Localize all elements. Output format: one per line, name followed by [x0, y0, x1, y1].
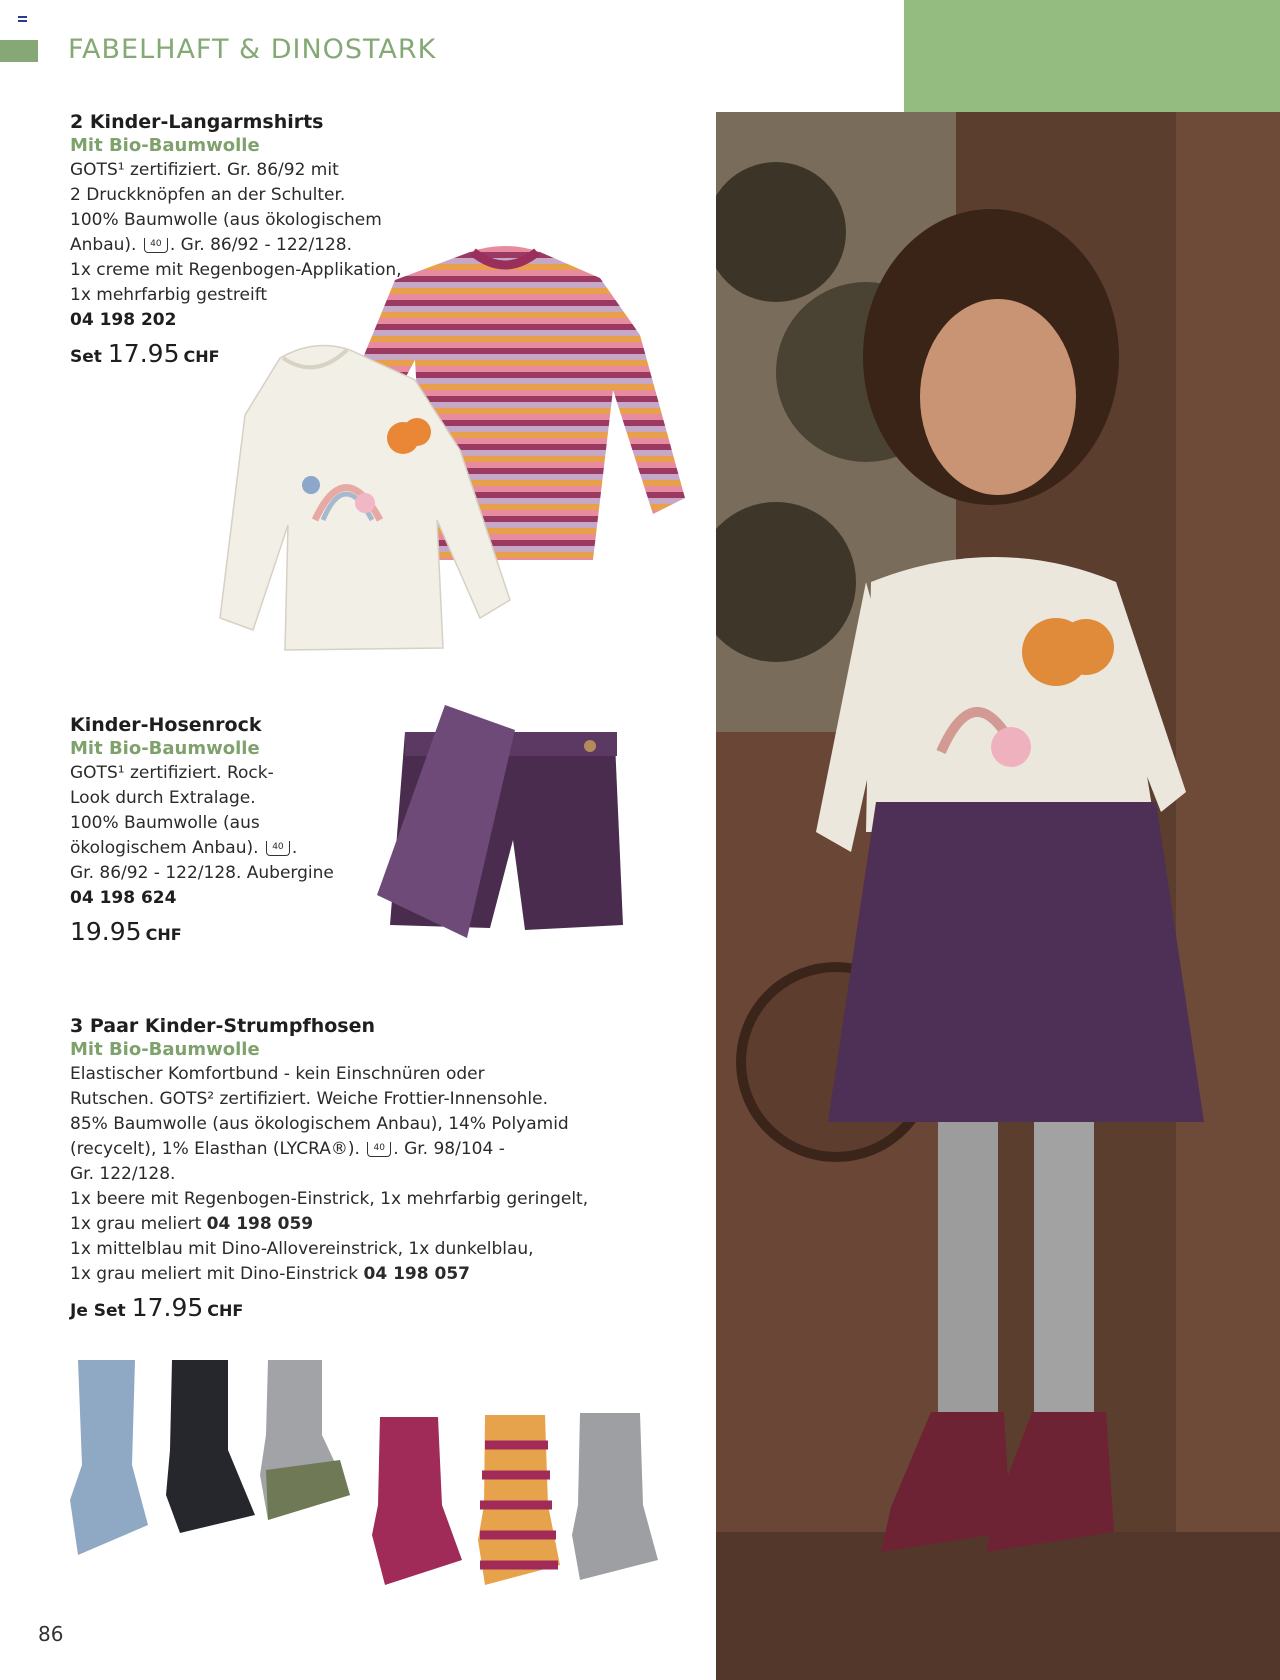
product-desc-line: Rutschen. GOTS² zertifiziert. Weiche Frottier-Innensohle. [70, 1089, 548, 1109]
lifestyle-photo [716, 112, 1280, 1680]
product-desc-line: 1x mehrfarbig gestreift [70, 285, 268, 305]
product-desc-line [70, 1212, 630, 1237]
product-desc-line: 1x beere mit Regenbogen-Einstrick, 1x mehrfarbig geringelt, [70, 1189, 589, 1209]
article-number: 04 198 057 [363, 1264, 470, 1284]
product-subtitle: Mit Bio-Baumwolle [70, 1039, 260, 1060]
product-desc-line: Look durch Extralage. [70, 788, 256, 808]
product-desc-line: 100% Baumwolle (aus [70, 813, 260, 833]
price-prefix: Set [70, 347, 102, 367]
product-desc-line: Anbau). 40 . Gr. 86/92 - 122/128. [70, 235, 353, 255]
product-desc-line: 2 Druckknöpfen an der Schulter. [70, 185, 346, 205]
product-desc-line: ökologischem Anbau). 40 . [70, 838, 298, 858]
page-number: 86 [38, 1622, 64, 1646]
product-desc-text: Anbau). [70, 235, 137, 255]
wash-care-icon: 40 [144, 238, 168, 253]
price-currency: CHF [145, 925, 182, 944]
price-value: 17.95 [107, 339, 180, 368]
product-desc-text: Gr. 98/104 - [404, 1139, 505, 1159]
product-desc-line: Elastischer Komfortbund - kein Einschnüren oder [70, 1064, 485, 1084]
price-value: 19.95 [70, 917, 142, 946]
product-desc-line [70, 1262, 630, 1287]
header-color-block [904, 0, 1280, 112]
wash-care-icon: 40 [266, 841, 290, 856]
skort-product-image [365, 700, 645, 945]
product-desc-text: 1x grau meliert [70, 1214, 202, 1234]
product-desc-text: Gr. 86/92 - 122/128. [180, 235, 353, 255]
product-desc-line: GOTS¹ zertifiziert. Rock- [70, 763, 274, 783]
product-desc-text: ökologischem Anbau). [70, 838, 259, 858]
price-prefix: Je Set [70, 1301, 126, 1321]
product-title: Kinder-Hosenrock [70, 714, 262, 736]
section-title: FABELHAFT & DINOSTARK [68, 34, 437, 65]
product-desc-line: 100% Baumwolle (aus ökologischem [70, 210, 382, 230]
product-title: 3 Paar Kinder-Strumpfhosen [70, 1015, 376, 1037]
price-currency: CHF [183, 347, 220, 366]
wash-care-icon: 40 [367, 1142, 391, 1157]
article-number: 04 198 202 [70, 310, 177, 330]
product-desc-line: (recycelt), 1% Elasthan (LYCRA®). 40 . Gr. 98/104 - [70, 1139, 505, 1159]
product-desc-line: 1x mittelblau mit Dino-Allovereinstrick, 1x dunkelblau, [70, 1239, 534, 1259]
price-value: 17.95 [131, 1293, 204, 1322]
product-title: 2 Kinder-Langarmshirts [70, 111, 324, 133]
menu-icon[interactable] [18, 16, 27, 25]
price [70, 1293, 630, 1326]
product-desc-line: 85% Baumwolle (aus ökologischem Anbau), 14% Polyamid [70, 1114, 569, 1134]
section-marker-bar [0, 40, 38, 62]
product-desc-text: (recycelt), 1% Elasthan (LYCRA®). [70, 1139, 360, 1159]
product-desc-line: Gr. 122/128. [70, 1164, 176, 1184]
product-desc-line: GOTS¹ zertifiziert. Gr. 86/92 mit [70, 160, 339, 180]
price-currency: CHF [207, 1301, 244, 1320]
product-tights [70, 1014, 630, 1326]
product-desc-line: Gr. 86/92 - 122/128. Aubergine [70, 863, 334, 883]
product-subtitle: Mit Bio-Baumwolle [70, 135, 260, 156]
article-number: 04 198 624 [70, 888, 177, 908]
article-number: 04 198 059 [206, 1214, 314, 1234]
product-subtitle: Mit Bio-Baumwolle [70, 738, 260, 759]
product-desc-line: 1x creme mit Regenbogen-Applikation, [70, 260, 402, 280]
product-desc-text: 1x grau meliert mit Dino-Einstrick [70, 1264, 359, 1284]
tights-product-image [60, 1355, 660, 1635]
shirts-product-image [205, 240, 705, 660]
